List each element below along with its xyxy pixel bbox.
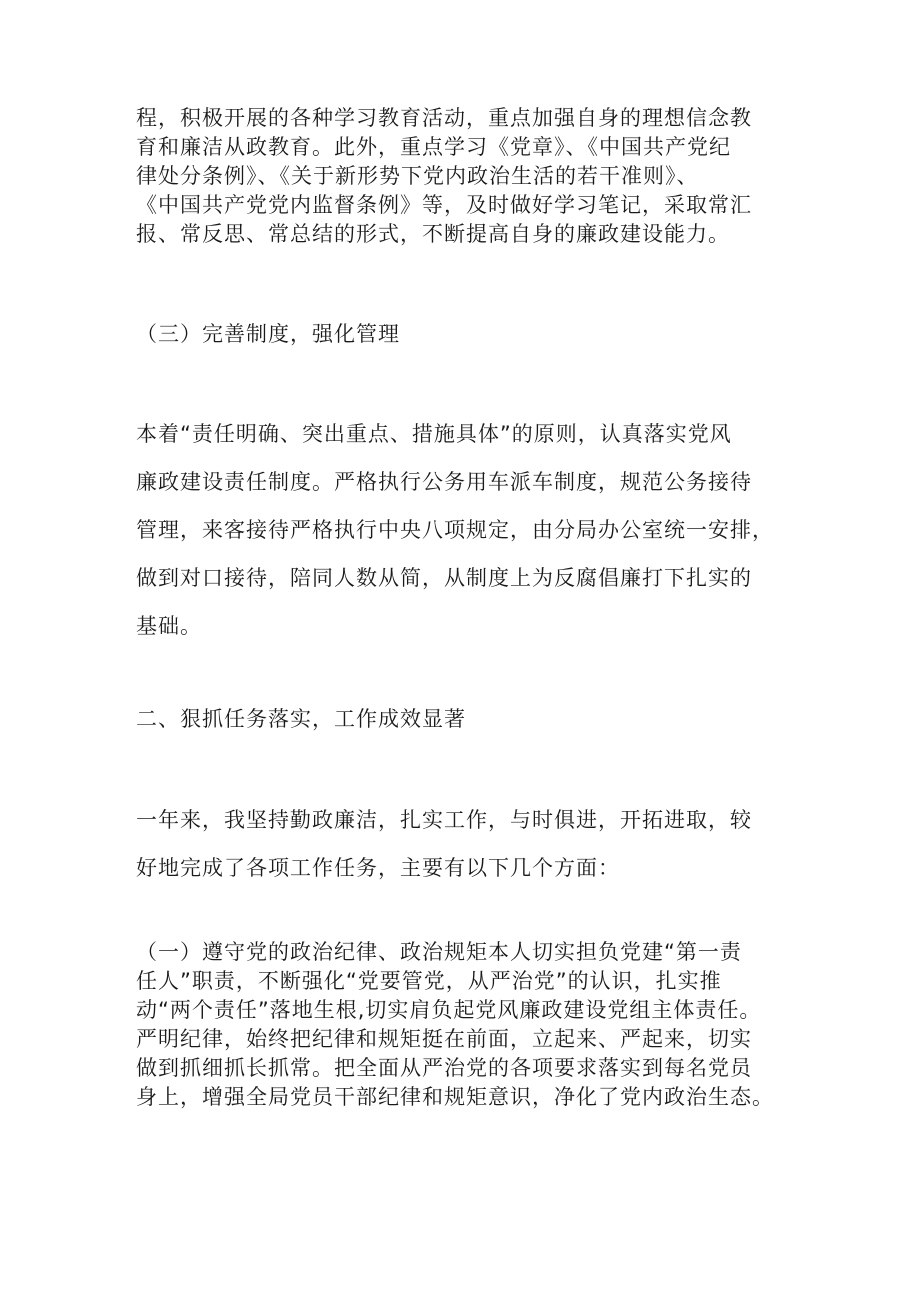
text-line: 好地完成了各项工作任务，主要有以下几个方面：	[136, 856, 620, 880]
text-line: 做到抓细抓长抓常。把全面从严治党的各项要求落实到每名党员	[136, 1056, 752, 1080]
text-line: 管理，来客接待严格执行中央八项规定，由分局办公室统一安排，	[136, 518, 774, 542]
text-line: 育和廉洁从政教育。此外，重点学习《党章》、《中国共产党纪	[136, 135, 731, 159]
paragraph-year-summary	[136, 796, 796, 892]
text-line: 严明纪律，始终把纪律和规矩挺在前面，立起来、严起来，切实	[136, 1027, 752, 1051]
text-line: 任人”职责，不断强化“党要管党，从严治党”的认识，扎实推	[136, 969, 722, 993]
text-line: 《中国共产党党内监督条例》等，及时做好学习笔记，采取常汇	[136, 193, 752, 217]
paragraph-political-discipline	[136, 938, 796, 1112]
heading-section-three: （三）完善制度，强化管理	[136, 322, 400, 346]
heading-part-two: 二、狠抓任务落实，工作成效显著	[136, 707, 466, 731]
text-line: 律处分条例》、《关于新形势下党内政治生活的若干准则》、	[136, 164, 699, 188]
paragraph-study-education	[136, 104, 796, 249]
text-line: 本着“责任明确、突出重点、措施具体”的原则，认真落实党风	[136, 422, 732, 446]
text-line: 动“两个责任”落地生根,切实肩负起党风廉政建设党组主体责任。	[136, 998, 762, 1022]
text-line: 基础。	[136, 614, 202, 638]
text-line: 程，积极开展的各种学习教育活动，重点加强自身的理想信念教	[136, 106, 752, 130]
text-line: （一）遵守党的政治纪律、政治规矩本人切实担负党建“第一责	[136, 940, 742, 964]
text-line: 报、常反思、常总结的形式，不断提高自身的廉政建设能力。	[136, 222, 730, 246]
text-line: 廉政建设责任制度。严格执行公务用车派车制度，规范公务接待	[136, 470, 752, 494]
text-line: 做到对口接待，陪同人数从简，从制度上为反腐倡廉打下扎实的	[136, 566, 752, 590]
text-line: 身上，增强全局党员干部纪律和规矩意识，净化了党内政治生态。	[136, 1085, 774, 1109]
paragraph-system-management	[136, 410, 796, 650]
text-line: 一年来，我坚持勤政廉洁，扎实工作，与时俱进，开拓进取，较	[136, 808, 752, 832]
